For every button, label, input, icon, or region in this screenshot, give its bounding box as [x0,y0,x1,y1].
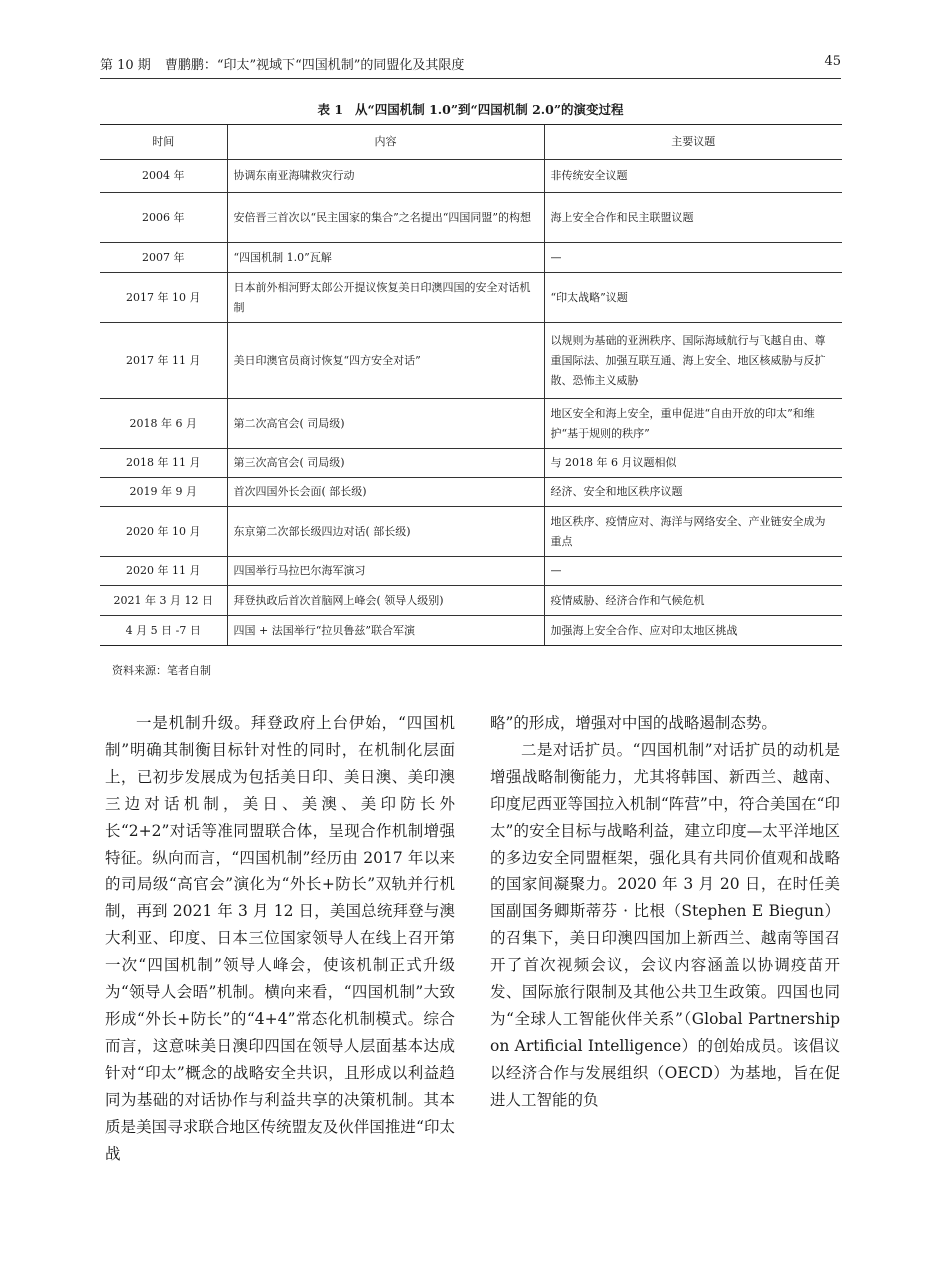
cell-content: 协调东南亚海啸救灾行动 [227,160,544,193]
table-row [100,478,842,507]
cell-time: 2017 年 10 月 [100,273,227,323]
cell-content: 四国举行马拉巴尔海军演习 [227,557,544,586]
cell-time: 2020 年 10 月 [100,507,227,557]
cell-content: 第三次高官会( 司局级) [227,449,544,478]
column-header-time: 时间 [100,125,227,160]
cell-content: 东京第二次部长级四边对话( 部长级) [227,507,544,557]
cell-time: 4 月 5 日 -7 日 [100,616,227,646]
cell-topic: 地区安全和海上安全，重申促进“自由开放的印太”和维护“基于规则的秩序” [544,399,842,449]
issue-number: 第 10 期 [100,58,151,73]
cell-content: 安倍晋三首次以“民主国家的集合”之名提出“四国同盟”的构想 [227,193,544,243]
table-row [100,160,842,193]
cell-topic: 海上安全合作和民主联盟议题 [544,193,842,243]
table-row [100,449,842,478]
cell-topic: 经济、安全和地区秩序议题 [544,478,842,507]
cell-time: 2019 年 9 月 [100,478,227,507]
cell-content: 拜登执政后首次首脑网上峰会( 领导人级别) [227,586,544,616]
cell-topic: — [544,557,842,586]
table-row [100,616,842,646]
table-row [100,399,842,449]
body-column-right [490,710,840,1114]
cell-time: 2018 年 11 月 [100,449,227,478]
cell-topic: 以规则为基础的亚洲秩序、国际海域航行与飞越自由、尊重国际法、加强互联互通、海上安全、地区核威胁与反扩散、恐怖主义威胁 [544,323,842,399]
body-paragraph-continuation: 略”的形成，增强对中国的战略遏制态势。 [490,714,777,732]
body-paragraph: 二是对话扩员。“四国机制”对话扩员的动机是增强战略制衡能力，尤其将韩国、新西兰、越南、印度尼西亚等国拉入机制“阵营”中，符合美国在“印太”的安全目标与战略利益，建立印度—太平洋地区的多边安全同盟框架，强化具有共同价值观和战略的国家间凝聚力。2020 年 3 月 20 日，在时任美国副国务卿斯蒂芬 · 比根（Stephen E Biegun）的召集下，美日印澳四国加上新西兰、越南等国召开了首次视频会议，会议内容涵盖以协调疫苗开发、国际旅行限制及其他公共卫生政策。四国也同为“全球人工智能伙伴关系”（Global Partnership on Artificial Intelligence）的创始成员。该倡议以经济合作与发展组织（OECD）为基地，旨在促进人工智能的负 [490,740,840,1109]
cell-time: 2017 年 11 月 [100,323,227,399]
cell-topic: 疫情威胁、经济合作和气候危机 [544,586,842,616]
cell-topic: 与 2018 年 6 月议题相似 [544,449,842,478]
cell-topic: 地区秩序、疫情应对、海洋与网络安全、产业链安全成为重点 [544,507,842,557]
column-header-topic: 主要议题 [544,125,842,160]
cell-content: 美日印澳官员商讨恢复“四方安全对话” [227,323,544,399]
cell-topic: 非传统安全议题 [544,160,842,193]
table-row [100,243,842,273]
table-label: 表 1 [317,102,344,117]
table-row [100,586,842,616]
body-paragraph: 一是机制升级。拜登政府上台伊始，“四国机制”明确其制衡目标针对性的同时，在机制化层面上，已初步发展成为包括美日印、美日澳、美印澳三边对话机制，美日、美澳、美印防长外长“2+2”对话等准同盟联合体，呈现合作机制增强特征。纵向而言，“四国机制”经历由 2017 年以来的司局级“高官会”演化为“外长+防长”双轨并行机制，再到 2021 年 3 月 12 日，美国总统拜登与澳大利亚、印度、日本三位国家领导人在线上召开第一次“四国机制”领导人峰会，使该机制正式升级为“领导人会晤”机制。横向来看，“四国机制”大致形成“外长+防长”的“4+4”常态化机制模式。综合而言，这意味美日澳印四国在领导人层面基本达成针对“印太”概念的战略安全共识，且形成以利益趋同为基础的对话协作与利益共享的决策机制。其本质是美国寻求联合地区传统盟友及伙伴国推进“印太战 [105,714,455,1163]
cell-topic: — [544,243,842,273]
page-number: 45 [824,54,841,69]
cell-topic: “印太战略”议题 [544,273,842,323]
article-title: ：“印太”视域下“四国机制”的同盟化及其限度 [203,58,465,73]
table-header-row [100,125,842,160]
cell-content: 日本前外相河野太郎公开提议恢复美日印澳四国的安全对话机制 [227,273,544,323]
running-header [100,54,841,73]
cell-content: 四国 + 法国举行“拉贝鲁兹”联合军演 [227,616,544,646]
cell-time: 2004 年 [100,160,227,193]
cell-content: 第二次高官会( 司局级) [227,399,544,449]
cell-time: 2018 年 6 月 [100,399,227,449]
running-header-left [100,54,478,73]
cell-content: 首次四国外长会面( 部长级) [227,478,544,507]
cell-time: 2006 年 [100,193,227,243]
header-rule [100,78,841,79]
table-row [100,507,842,557]
cell-topic: 加强海上安全合作、应对印太地区挑战 [544,616,842,646]
column-header-content: 内容 [227,125,544,160]
table-row [100,557,842,586]
table-caption [100,100,841,118]
cell-time: 2007 年 [100,243,227,273]
cell-time: 2020 年 11 月 [100,557,227,586]
evolution-table [100,124,842,646]
table-row [100,193,842,243]
table-source-note: 资料来源：笔者自制 [112,664,211,677]
cell-content: “四国机制 1.0”瓦解 [227,243,544,273]
author-name: 曹鹏鹏 [164,58,204,73]
table-row [100,323,842,399]
table-row [100,273,842,323]
body-column-left [105,710,455,1167]
table-title: 从“四国机制 1.0”到“四国机制 2.0”的演变过程 [355,102,624,117]
cell-time: 2021 年 3 月 12 日 [100,586,227,616]
